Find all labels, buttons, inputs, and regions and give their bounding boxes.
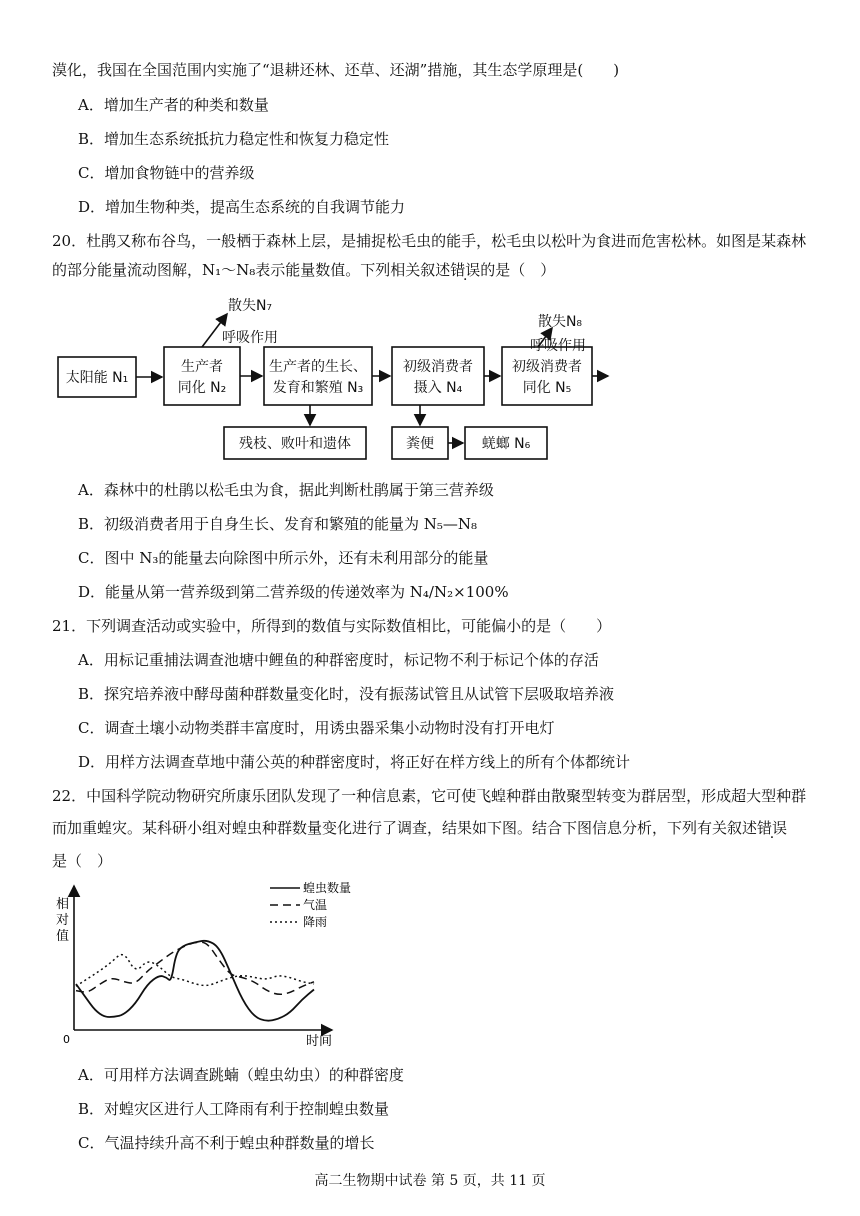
primary-assim-label-2: 同化 N₅ (522, 380, 572, 396)
q19-option-c: C．增加食物链中的营养级 (78, 164, 255, 182)
respiration-label-1: 呼吸作用 (222, 330, 278, 346)
series-line-2 (76, 942, 314, 994)
respiration-label-2: 呼吸作用 (530, 338, 586, 354)
q21-option-c: C．调查土壤小动物类群丰富度时，用诱虫器采集小动物时没有打开电灯 (78, 719, 555, 737)
producer-growth-label-1: 生产者的生长、 (269, 359, 367, 375)
primary-assim-box (502, 347, 592, 405)
primary-intake-box (392, 347, 484, 405)
legend-label-3: 降雨 (303, 915, 328, 929)
page-footer: 高二生物期中试卷 第 5 页，共 11 页 (314, 1173, 546, 1189)
producer-assim-label-2: 同化 N₂ (177, 380, 227, 396)
q22-stem-line3: 是（ ） (52, 852, 113, 870)
legend-label-1: 蝗虫数量 (303, 881, 352, 895)
q20-stem-line1: 20．杜鹃又称布谷鸟，一般栖于森林上层，是捕捉松毛虫的能手，松毛虫以松叶为食进而危害松林。如图是某森林 (52, 232, 807, 250)
dung-beetle-label: 蜣螂 N₆ (481, 436, 531, 452)
q20-option-a: A．森林中的杜鹃以松毛虫为食，据此判断杜鹃属于第三营养级 (78, 481, 494, 499)
q21-stem: 21．下列调查活动或实验中，所得到的数值与实际数值相比，可能偏小的是（ ） (52, 617, 612, 635)
q19-option-b: B．增加生态系统抵抗力稳定性和恢复力稳定性 (78, 130, 390, 148)
y-axis-label-char: 相 (56, 897, 70, 912)
q22-option-a: A．可用样方法调查跳蝻（蝗虫幼虫）的种群密度 (78, 1066, 404, 1084)
series-line-1 (76, 941, 314, 1021)
q21-option-a: A．用标记重捕法调查池塘中鲤鱼的种群密度时，标记物不利于标记个体的存活 (78, 651, 599, 669)
debris-label: 残枝、败叶和遗体 (239, 436, 351, 452)
loss-n8-label: 散失N₈ (537, 314, 583, 330)
series-line-3 (76, 955, 314, 987)
q22-stem-line1: 22．中国科学院动物研究所康乐团队发现了一种信息素，它可使飞蝗种群由散聚型转变为群居型，形成超大型种群 (52, 787, 807, 805)
q20-option-d: D．能量从第一营养级到第二营养级的传递效率为 N₄/N₂×100% (78, 583, 509, 601)
producer-assim-box (164, 347, 240, 405)
locust-line-chart (52, 878, 352, 1048)
feces-label: 粪便 (406, 436, 434, 452)
legend-label-2: 气温 (303, 898, 328, 912)
q20-stem-line2: 的部分能量流动图解，N₁～N₈表示能量数值。下列相关叙述错误的是（ ） (52, 261, 556, 279)
y-axis-label-char: 对 (56, 913, 70, 928)
q21-option-d: D．用样方法调查草地中蒲公英的种群密度时，将正好在样方线上的所有个体都统计 (78, 753, 631, 771)
q22-option-c: C．气温持续升高不利于蝗虫种群数量的增长 (78, 1134, 375, 1152)
loss-n7-label: 散失N₇ (227, 298, 273, 314)
q22-option-b: B．对蝗灾区进行人工降雨有利于控制蝗虫数量 (78, 1100, 390, 1118)
energy-flow-diagram (52, 292, 612, 462)
q22-stem-line2: 而加重蝗灾。某科研小组对蝗虫种群数量变化进行了调查，结果如下图。结合下图信息分析，下列有关叙述错误 (52, 819, 788, 837)
producer-growth-box (264, 347, 372, 405)
q19-option-d: D．增加生物种类，提高生态系统的自我调节能力 (78, 198, 406, 216)
x-axis-label: 时间 (306, 1034, 333, 1048)
q21-option-b: B．探究培养液中酵母菌种群数量变化时，没有振荡试管且从试管下层吸取培养液 (78, 685, 615, 703)
primary-intake-label-2: 摄入 N₄ (413, 380, 463, 396)
producer-assim-label-1: 生产者 (181, 359, 223, 375)
q19-option-a: A．增加生产者的种类和数量 (78, 96, 269, 114)
origin-label: 0 (63, 1033, 70, 1046)
q19-stem: 漠化，我国在全国范围内实施了“退耕还林、还草、还湖”措施，其生态学原理是( ) (52, 61, 620, 79)
primary-intake-label-1: 初级消费者 (403, 359, 473, 375)
producer-growth-label-2: 发育和繁殖 N₃ (272, 380, 364, 396)
y-axis-label-char: 值 (56, 929, 70, 944)
q20-option-c: C．图中 N₃的能量去向除图中所示外，还有未利用部分的能量 (78, 549, 489, 567)
primary-assim-label-1: 初级消费者 (512, 359, 582, 375)
q20-option-b: B．初级消费者用于自身生长、发育和繁殖的能量为 N₅—N₈ (78, 515, 478, 533)
y-axis-label (56, 896, 69, 944)
sun-label: 太阳能 N₁ (65, 370, 129, 386)
